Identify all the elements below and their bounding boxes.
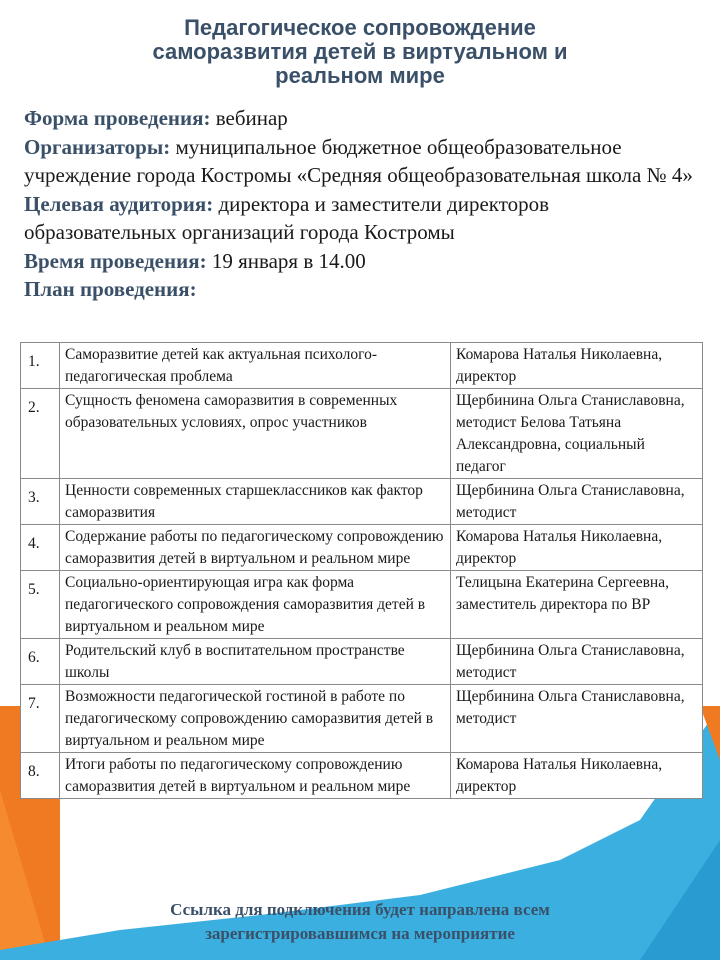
row-number: 6. <box>21 639 60 685</box>
row-topic: Итоги работы по педагогическому сопровождению саморазвития детей в виртуальном и реальном мире <box>60 753 451 799</box>
organizers-row <box>24 133 704 190</box>
format-value: вебинар <box>210 106 288 130</box>
row-speaker: Щербинина Ольга Станиславовна, методист <box>451 479 703 525</box>
footer-line: Ссылка для подключения будет направлена всем <box>170 900 550 919</box>
row-speaker: Комарова Наталья Николаевна, директор <box>451 525 703 571</box>
row-number: 1. <box>21 343 60 389</box>
row-speaker: Щербинина Ольга Станиславовна, методист <box>451 685 703 753</box>
organizers-value: муниципальное бюджетное общеобразовательное учреждение города Костромы «Средняя общеобразовательная школа № 4» <box>24 134 693 187</box>
time-value: 19 января в 14.00 <box>206 248 366 273</box>
row-speaker: Щербинина Ольга Станиславовна, методист <box>451 639 703 685</box>
title-line: Педагогическое сопровождение <box>184 15 536 40</box>
row-speaker: Комарова Наталья Николаевна, директор <box>451 753 703 799</box>
row-topic: Сущность феномена саморазвития в современных образовательных условиях, опрос участников <box>60 389 451 479</box>
row-number: 3. <box>21 479 60 525</box>
row-speaker: Щербинина Ольга Станиславовна, методист Белова Татьяна Александровна, социальный педагог <box>451 389 703 479</box>
table-row <box>21 343 703 389</box>
row-topic: Возможности педагогической гостиной в работе по педагогическому сопровождению саморазвития детей в виртуальном и реальном мире <box>60 685 451 753</box>
row-number: 5. <box>21 571 60 639</box>
row-topic: Родительский клуб в воспитательном пространстве школы <box>60 639 451 685</box>
row-topic: Ценности современных старшеклассников как фактор саморазвития <box>60 479 451 525</box>
table-row <box>21 479 703 525</box>
table-row <box>21 753 703 799</box>
row-speaker: Телицына Екатерина Сергеевна, заместитель директора по ВР <box>451 571 703 639</box>
audience-value: директора и заместители директоров образовательных организаций города Костромы <box>24 191 550 244</box>
table-row <box>21 525 703 571</box>
plan-row <box>24 275 704 304</box>
row-number: 2. <box>21 389 60 479</box>
audience-row <box>24 190 704 247</box>
row-speaker: Комарова Наталья Николаевна, директор <box>451 343 703 389</box>
table-row <box>21 571 703 639</box>
page-title <box>100 16 620 88</box>
plan-table-body <box>21 343 703 799</box>
plan-label: План проведения: <box>24 277 197 301</box>
time-label: Время проведения: <box>24 248 207 273</box>
title-line: саморазвития детей в виртуальном и <box>152 39 568 64</box>
audience-label: Целевая аудитория: <box>24 191 214 216</box>
organizers-label: Организаторы: <box>24 134 171 159</box>
row-number: 4. <box>21 525 60 571</box>
format-label: Форма проведения: <box>24 106 211 130</box>
format-row <box>24 104 704 133</box>
table-row <box>21 685 703 753</box>
plan-table <box>20 342 703 799</box>
row-topic: Социально-ориентирующая игра как форма педагогического сопровождения саморазвития детей в виртуальном и реальном мире <box>60 571 451 639</box>
table-row <box>21 389 703 479</box>
row-topic: Содержание работы по педагогическому сопровождению саморазвития детей в виртуальном и реальном мире <box>60 525 451 571</box>
table-row <box>21 639 703 685</box>
time-row <box>24 247 704 276</box>
footer-note <box>100 898 620 946</box>
event-info <box>24 104 704 304</box>
row-number: 7. <box>21 685 60 753</box>
row-topic: Саморазвитие детей как актуальная психолого-педагогическая проблема <box>60 343 451 389</box>
row-number: 8. <box>21 753 60 799</box>
title-line: реальном мире <box>275 63 445 88</box>
footer-line: зарегистрировавшимся на мероприятие <box>205 924 515 943</box>
